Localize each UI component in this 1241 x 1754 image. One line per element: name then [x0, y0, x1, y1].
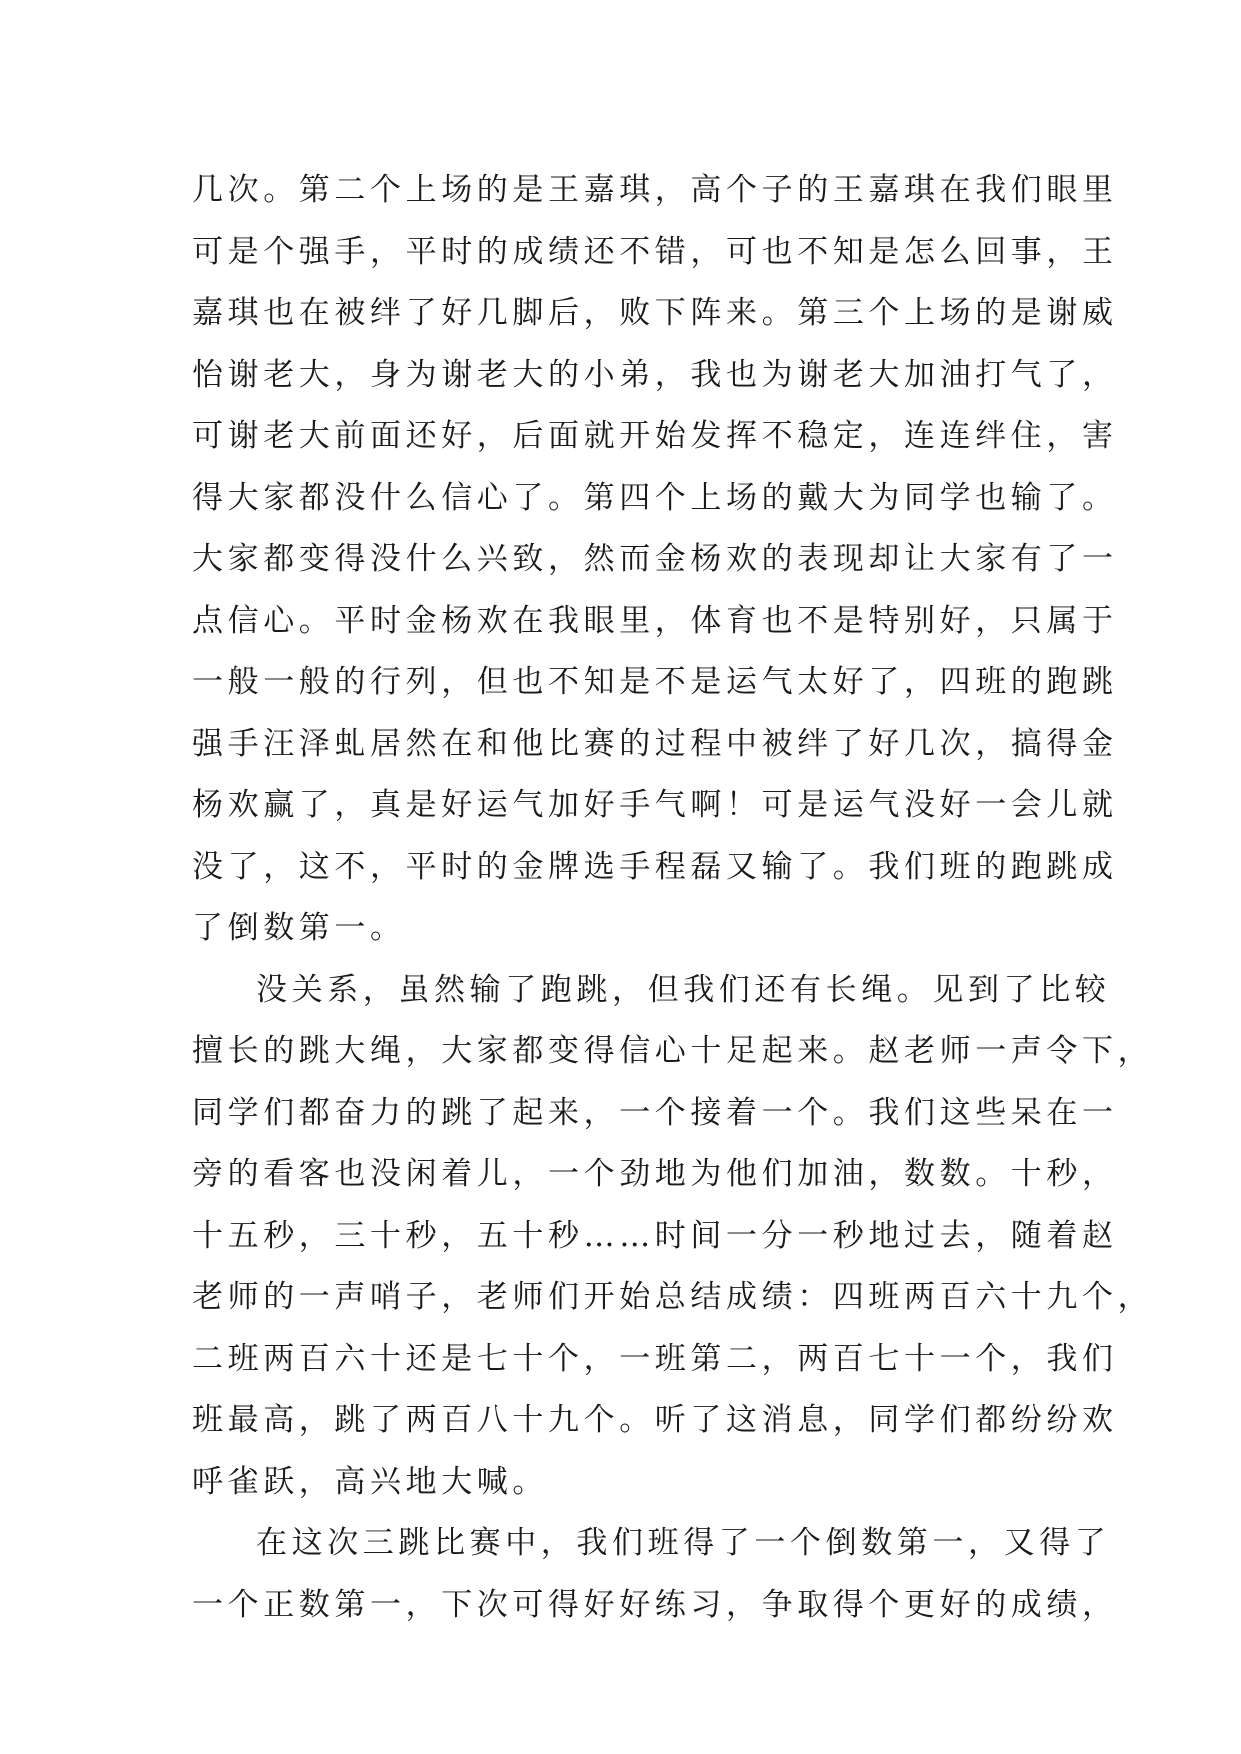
text-line: 强手汪泽虬居然在和他比赛的过程中被绊了好几次，搞得金 [192, 725, 1118, 762]
text-line: 十五秒，三十秒，五十秒……时间一分一秒地过去，随着赵 [192, 1217, 1118, 1254]
text-line: 杨欢赢了，真是好运气加好手气啊！可是运气没好一会儿就 [192, 787, 1118, 823]
text-line: 几次。第二个上场的是王嘉琪，高个子的王嘉琪在我们眼里 [192, 172, 1118, 208]
essay-body [192, 160, 1154, 1636]
text-line: 二班两百六十还是七十个，一班第二，两百七十一个，我们 [192, 1340, 1118, 1377]
text-line: 在这次三跳比赛中，我们班得了一个倒数第一，又得了 [256, 1525, 1111, 1561]
text-line: 没了，这不，平时的金牌选手程磊又输了。我们班的跑跳成 [192, 848, 1118, 885]
text-line: 嘉琪也在被绊了好几脚后，败下阵来。第三个上场的是谢威 [192, 295, 1118, 331]
text-line: 了倒数第一。 [192, 910, 406, 946]
text-line: 怡谢老大，身为谢老大的小弟，我也为谢老大加油打气了， [192, 356, 1118, 393]
text-line: 呼雀跃，高兴地大喊。 [192, 1463, 548, 1500]
text-line: 同学们都奋力的跳了起来，一个接着一个。我们这些呆在一 [192, 1094, 1118, 1131]
text-line: 一个正数第一，下次可得好好练习，争取得个更好的成绩， [192, 1586, 1118, 1623]
text-line: 擅长的跳大绳，大家都变得信心十足起来。赵老师一声令下， [192, 1033, 1154, 1069]
text-line: 老师的一声哨子，老师们开始总结成绩：四班两百六十九个， [192, 1279, 1154, 1315]
text-line: 班最高，跳了两百八十九个。听了这消息，同学们都纷纷欢 [192, 1402, 1118, 1438]
text-line: 可是个强手，平时的成绩还不错，可也不知是怎么回事，王 [192, 233, 1118, 270]
text-line: 可谢老大前面还好，后面就开始发挥不稳定，连连绊住，害 [192, 418, 1118, 454]
text-line: 点信心。平时金杨欢在我眼里，体育也不是特别好，只属于 [192, 602, 1118, 639]
text-line: 一般一般的行列，但也不知是不是运气太好了，四班的跑跳 [192, 664, 1118, 700]
text-line: 得大家都没什么信心了。第四个上场的戴大为同学也输了。 [192, 479, 1118, 516]
text-line: 大家都变得没什么兴致，然而金杨欢的表现却让大家有了一 [192, 541, 1118, 577]
text-line: 旁的看客也没闲着儿，一个劲地为他们加油，数数。十秒， [192, 1156, 1118, 1192]
text-line: 没关系，虽然输了跑跳，但我们还有长绳。见到了比较 [256, 971, 1111, 1008]
